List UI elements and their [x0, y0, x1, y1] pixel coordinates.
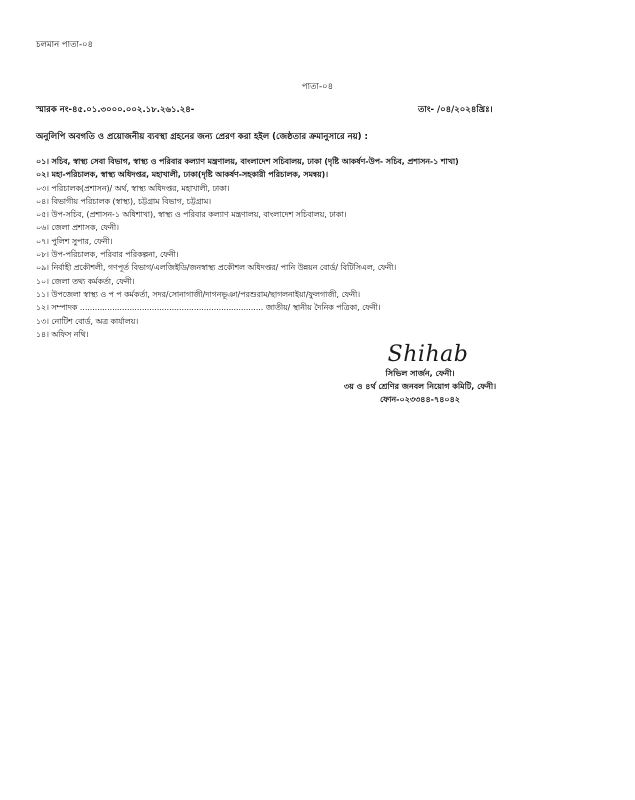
list-item: ০৯। নির্বাহী প্রকৌশলী, গণপূর্ত বিভাগ/এলজিইডি/জনস্বাস্থ্য প্রকৌশল অধিদপ্তর/ পানি উন্নয়ন বোর্ড/ বিটিসিএল, ফেনী। [36, 263, 397, 273]
signatory-designation: সিভিল সার্জন, ফেনী। [385, 369, 455, 378]
recipient-list [36, 155, 459, 341]
list-item: ১০। জেলা তথ্য কর্মকর্তা, ফেনী। [36, 276, 135, 286]
list-item: ০৩। পরিচালক(প্রশাসন)/ অর্থ, স্বাস্থ্য অধিদপ্তর, মহাখালী, ঢাকা। [36, 183, 230, 193]
running-page-label: চলমান পাতা-০৪ [36, 40, 94, 50]
list-item: ০২। মহা-পরিচালক, স্বাস্থ্য অধিদপ্তর, মহাখালী, ঢাকা(দৃষ্টি আকর্ষণ-সহকারী পরিচালক, সমন্বয়)। [36, 170, 328, 180]
page-number: পাতা-০৪ [301, 82, 334, 92]
list-item: ১২। সম্পাদক .......................................................................... জাতীয়/ স্থানীয় দৈনিক পত্রিকা, ফেনী। [36, 303, 381, 313]
distribution-intro: অনুলিপি অবগতি ও প্রয়োজনীয় ব্যবস্থা গ্রহনের জন্য প্রেরণ করা হইল (জেষ্ঠতার ক্রমানুসারে নয়) : [36, 132, 368, 142]
list-item: ১৪। অফিস নথি। [36, 329, 89, 339]
handwritten-signature: Shihab [387, 342, 469, 367]
memo-reference: স্মারক নং-৪৫.০১.৩০০০.০০২.১৮.২৬১.২৪- [36, 105, 195, 115]
list-item: ০১। সচিব, স্বাস্থ্য সেবা বিভাগ, স্বাস্থ্য ও পরিবার কল্যাণ মন্ত্রণালয়, বাংলাদেশ সচিবালয়, ঢাকা (দৃষ্টি আকর্ষণ-উপ- সচিব, প্রশাসন-১ শাখা) [36, 157, 459, 166]
signatory-phone: ফোন-০২৩৩৪৪-৭৪০৪২ [379, 395, 460, 404]
list-item: ০৮। উপ-পরিচালক, পরিবার পরিকল্পনা, ফেনী। [36, 250, 179, 260]
list-item: ১৩। নোটিশ বোর্ড, অত্র কার্যালয়। [36, 316, 139, 326]
list-item: ০৭। পুলিশ সুপার, ফেনী। [36, 236, 113, 246]
list-item: ০৬। জেলা প্রশাসক, ফেনী। [36, 223, 119, 233]
list-item: ০৫। উপ-সচিব, (প্রশাসন-১ অধিশাখা), স্বাস্থ্য ও পরিবার কল্যাণ মন্ত্রণালয়, বাংলাদেশ সচিবালয়, ঢাকা। [36, 210, 347, 220]
list-item: ০৪। বিভাগীয় পরিচালক (স্বাস্থ্য), চট্টগ্রাম বিভাগ, চট্টগ্রাম। [36, 196, 212, 206]
signatory-committee: ৩য় ও ৪র্থ শ্রেণির জনবল নিয়োগ কমিটি, ফেনী। [343, 382, 497, 391]
memo-date: তাং- /০৪/২০২৪খ্রিঃ। [418, 105, 493, 115]
list-item: ১১। উপজেলা স্বাস্থ্য ও প প কর্মকর্তা, সদর/সোনাগাজী/দাগনভূঞা/পরশুরাম/ছাগলনাইয়া/ফুলগাজী, ফেনী। [36, 289, 361, 299]
signature-block [330, 342, 510, 406]
